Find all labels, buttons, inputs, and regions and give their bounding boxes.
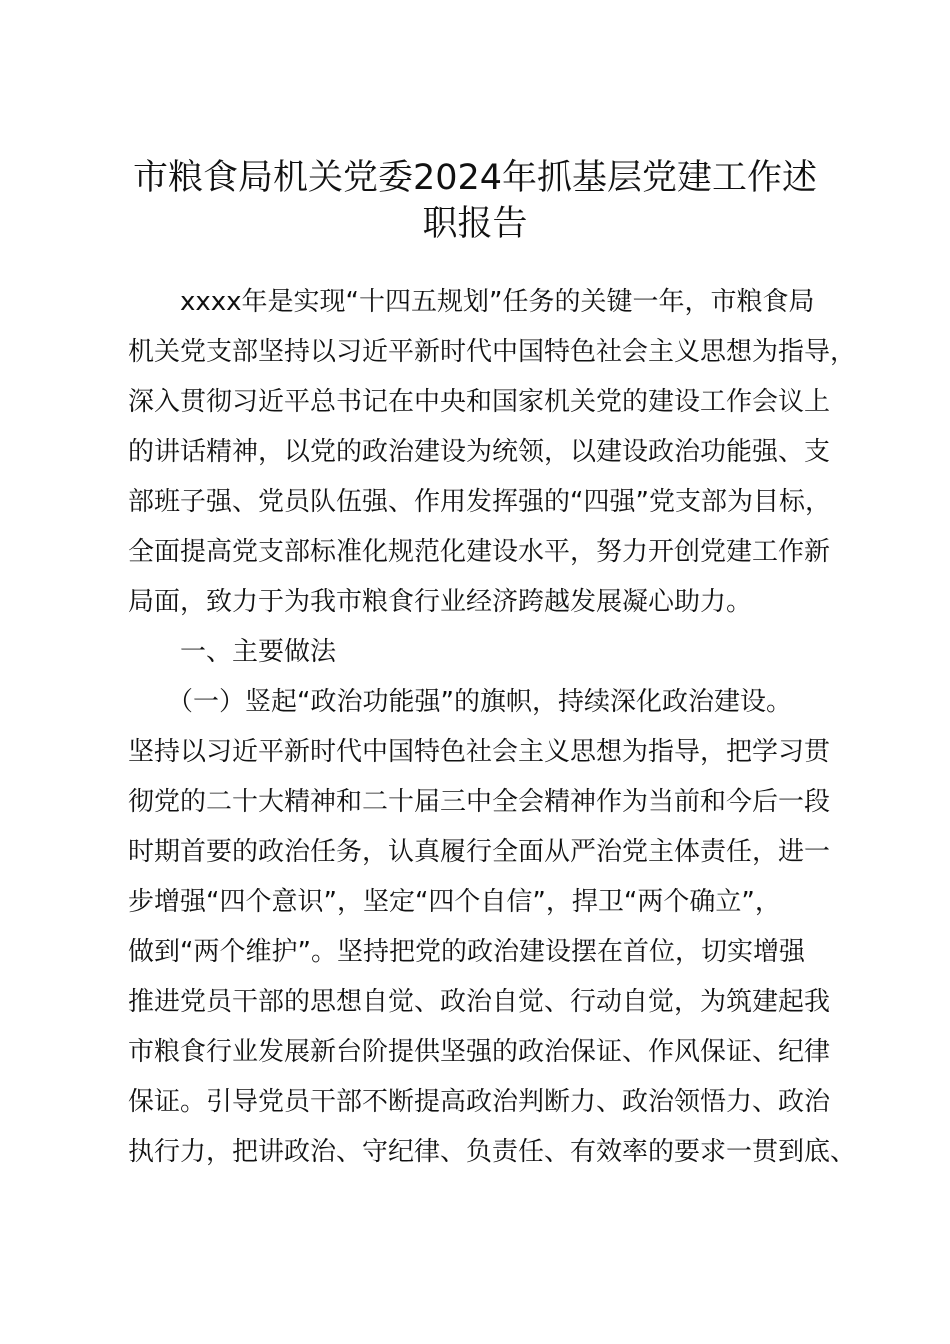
text-line: xxxx年是实现“十四五规划”任务的关键一年，市粮食局: [128, 287, 815, 317]
text-line: 部班子强、党员队伍强、作用发挥强的“四强”党支部为目标，: [128, 487, 831, 517]
text-line: 保证。引导党员干部不断提高政治判断力、政治领悟力、政治: [128, 1087, 831, 1117]
text-line: 机关党支部坚持以习近平新时代中国特色社会主义思想为指导，: [128, 337, 857, 367]
text-line: 时期首要的政治任务，认真履行全面从严治党主体责任，进一: [128, 837, 831, 867]
text-line: 推进党员干部的思想自觉、政治自觉、行动自觉，为筑建起我: [128, 987, 831, 1017]
text-line: 市粮食行业发展新台阶提供坚强的政治保证、作风保证、纪律: [128, 1037, 831, 1067]
text-line: 做到“两个维护”。坚持把党的政治建设摆在首位，切实增强: [128, 937, 805, 967]
text-line: 执行力，把讲政治、守纪律、负责任、有效率的要求一贯到底、: [128, 1137, 857, 1167]
section-heading: 一、主要做法: [128, 637, 337, 667]
text-line: 坚持以习近平新时代中国特色社会主义思想为指导，把学习贯: [128, 737, 831, 767]
text-line: 的讲话精神，以党的政治建设为统领，以建设政治功能强、支: [128, 437, 831, 467]
text-line: 局面，致力于为我市粮食行业经济跨越发展凝心助力。: [128, 587, 753, 617]
text-line: 彻党的二十大精神和二十届三中全会精神作为当前和今后一段: [128, 787, 831, 817]
text-line: 深入贯彻习近平总书记在中央和国家机关党的建设工作会议上: [128, 387, 831, 417]
subsection-heading: （一）竖起“政治功能强”的旗帜，持续深化政治建设。: [128, 687, 792, 717]
title-line-1: 市粮食局机关党委2024年抓基层党建工作述: [132, 158, 818, 198]
text-line: 步增强“四个意识”，坚定“四个自信”，捍卫“两个确立”，: [128, 887, 781, 917]
document-title: [100, 155, 850, 247]
title-line-2: 职报告: [422, 204, 528, 244]
text-line: 全面提高党支部标准化规范化建设水平，努力开创党建工作新: [128, 537, 831, 567]
